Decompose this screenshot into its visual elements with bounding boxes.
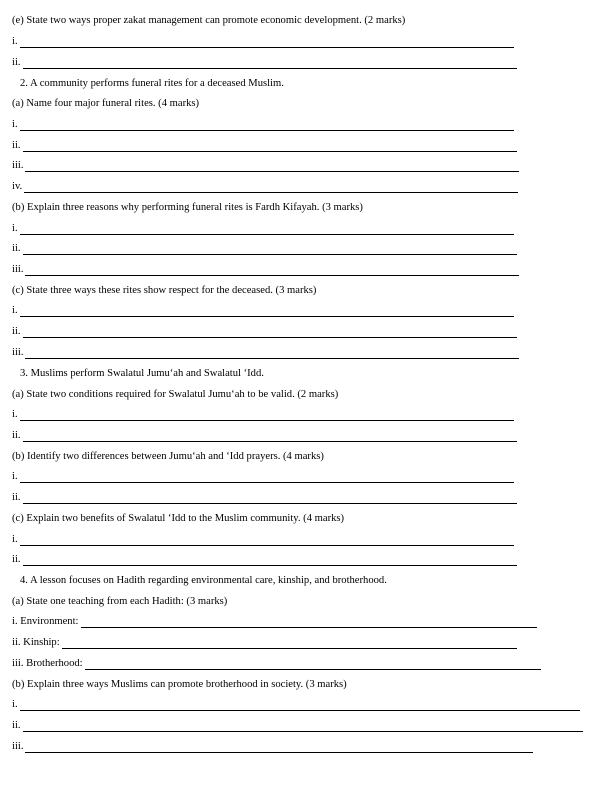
answer-line-4b-i[interactable] xyxy=(12,699,580,711)
answer-line-2a-i[interactable] xyxy=(12,119,514,131)
answer-label: ii. xyxy=(12,243,21,254)
question-3-heading: 3. Muslims perform Swalatul Jumu‘ah and Swalatul ‘Idd. xyxy=(20,368,264,379)
answer-line-4a-brotherhood[interactable] xyxy=(12,658,541,670)
answer-label: i. xyxy=(12,409,18,420)
answer-line-3b-i[interactable] xyxy=(12,471,514,483)
answer-label: ii. Kinship: xyxy=(12,637,60,648)
answer-line-3a-i[interactable] xyxy=(12,409,514,421)
answer-label: iii. Brotherhood: xyxy=(12,658,83,669)
question-4a-prompt: (a) State one teaching from each Hadith: (3 marks) xyxy=(12,596,228,607)
question-4-heading: 4. A lesson focuses on Hadith regarding environmental care, kinship, and brotherhood. xyxy=(20,575,387,586)
answer-line-3b-ii[interactable] xyxy=(12,492,517,504)
answer-line-1e-ii[interactable] xyxy=(12,57,517,69)
answer-label: ii. xyxy=(12,720,21,731)
answer-line-4b-iii[interactable] xyxy=(12,741,533,753)
question-4b-prompt: (b) Explain three ways Muslims can promote brotherhood in society. (3 marks) xyxy=(12,679,347,690)
answer-label: iii. xyxy=(12,264,24,275)
answer-label: ii. xyxy=(12,57,21,68)
answer-label: i. xyxy=(12,36,18,47)
answer-line-2c-ii[interactable] xyxy=(12,326,517,338)
answer-line-2a-iv[interactable] xyxy=(12,181,518,193)
answer-line-2b-i[interactable] xyxy=(12,223,514,235)
answer-label: iii. xyxy=(12,347,24,358)
answer-line-3a-ii[interactable] xyxy=(12,430,517,442)
answer-label: i. xyxy=(12,223,18,234)
answer-label: ii. xyxy=(12,492,21,503)
answer-label: i. xyxy=(12,305,18,316)
answer-label: iii. xyxy=(12,160,24,171)
question-2a-prompt: (a) Name four major funeral rites. (4 marks) xyxy=(12,98,200,109)
answer-line-3c-i[interactable] xyxy=(12,534,514,546)
answer-label: i. xyxy=(12,534,18,545)
answer-label: iii. xyxy=(12,741,24,752)
answer-label: ii. xyxy=(12,554,21,565)
answer-label: iv. xyxy=(12,181,23,192)
answer-line-2b-ii[interactable] xyxy=(12,243,517,255)
question-2c-prompt: (c) State three ways these rites show respect for the deceased. (3 marks) xyxy=(12,285,317,296)
answer-line-2b-iii[interactable] xyxy=(12,264,519,276)
answer-line-1e-i[interactable] xyxy=(12,36,514,48)
answer-label: i. xyxy=(12,699,18,710)
answer-line-3c-ii[interactable] xyxy=(12,554,517,566)
answer-line-2a-ii[interactable] xyxy=(12,140,517,152)
question-3c-prompt: (c) Explain two benefits of Swalatul ‘Idd to the Muslim community. (4 marks) xyxy=(12,513,345,524)
question-2b-prompt: (b) Explain three reasons why performing funeral rites is Fardh Kifayah. (3 marks) xyxy=(12,202,363,213)
answer-label: ii. xyxy=(12,326,21,337)
answer-line-2c-i[interactable] xyxy=(12,305,514,317)
answer-label: ii. xyxy=(12,430,21,441)
answer-label: ii. xyxy=(12,140,21,151)
answer-line-2a-iii[interactable] xyxy=(12,160,519,172)
answer-line-4a-environment[interactable] xyxy=(12,616,537,628)
question-3a-prompt: (a) State two conditions required for Swalatul Jumu‘ah to be valid. (2 marks) xyxy=(12,389,339,400)
answer-line-2c-iii[interactable] xyxy=(12,347,519,359)
question-1e-prompt: (e) State two ways proper zakat management can promote economic development. (2 marks) xyxy=(12,15,406,26)
answer-label: i. Environment: xyxy=(12,616,79,627)
question-3b-prompt: (b) Identify two differences between Jumu‘ah and ‘Idd prayers. (4 marks) xyxy=(12,451,324,462)
answer-label: i. xyxy=(12,119,18,130)
answer-label: i. xyxy=(12,471,18,482)
answer-line-4b-ii[interactable] xyxy=(12,720,583,732)
question-2-heading: 2. A community performs funeral rites for a deceased Muslim. xyxy=(20,78,284,89)
answer-line-4a-kinship[interactable] xyxy=(12,637,517,649)
